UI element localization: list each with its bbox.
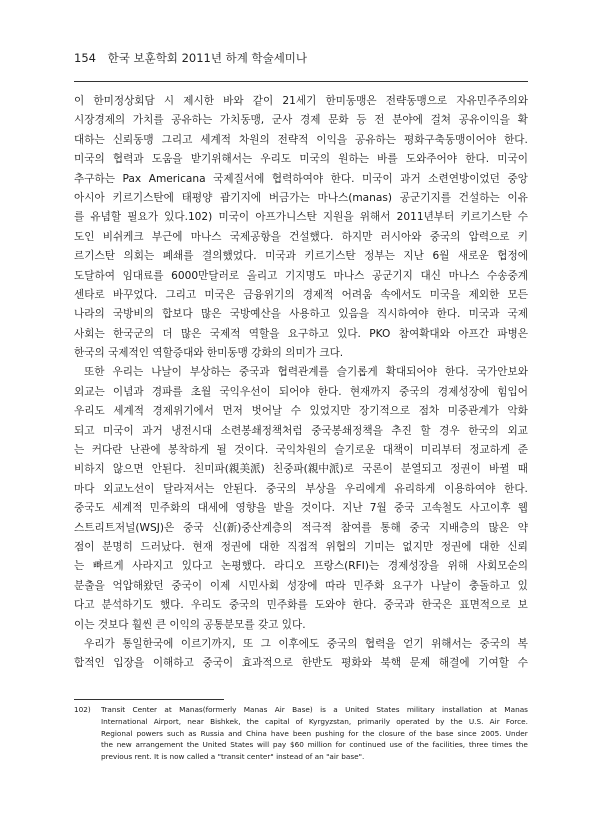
body-line: 스트리트저널(WSJ)은 중국 신(新)중산계층의 적극적 참여를 통해 중국 지배층의 많은 약 (74, 521, 528, 534)
footnote-line-text: Transit Center at Manas(formerly Manas Air Base) is a United States military installation at Manas (101, 705, 528, 714)
body-line: 되고 미국이 과거 냉전시대 소련봉쇄정책처럼 중국봉쇄정책을 추진 할 경우 한국의 외교 (74, 424, 528, 437)
body-line: 를 유념할 필요가 있다.102) 미국이 아프가니스탄 지원을 위해서 2011년부터 키르기스탄 수 (74, 211, 528, 224)
body-line: 는 빠르게 사라지고 있다고 논평했다. 라디오 프랑스(RFI)는 경제성장을 위해 사회모순의 (74, 560, 528, 573)
body-line: 합적인 입장을 이해하고 중국이 효과적으로 한반도 평화와 북핵 문제 해결에 기여할 수 (74, 657, 528, 670)
page-number: 154 (74, 51, 96, 65)
body-line: 외교는 이념과 경파를 초월 국익우선이 되어야 한다. 현재까지 중국의 경제성장에 힘입어 (74, 385, 528, 398)
body-line: 사회는 한국군의 더 많은 국제적 역할을 요구하고 있다. PKO 참여확대와 아프간 파병은 (74, 327, 528, 340)
body-line: 아시아 키르기스탄에 태평양 괌기지에 버금가는 마나스(manas) 공군기지를 건설하는 이유 (74, 191, 528, 204)
body-line: 분출을 억압해왔던 중국이 이제 시민사회 성장에 따라 민주화 요구가 나날이 충돌하고 있 (74, 579, 528, 592)
body-line: 우리가 통일한국에 이르기까지, 또 그 이후에도 중국의 협력을 얻기 위해서는 중국의 복 (84, 637, 528, 650)
body-line: 이는 것보다 훨씬 큰 이익의 공통분모를 갖고 있다. (74, 618, 306, 631)
body-line: 도달하여 임대료를 6000만달러로 올리고 기지명도 마나스 공군기지 대신 마나스 수송중계 (74, 269, 528, 282)
body-line: 다고 분석하기도 했다. 우리도 중국의 민주화를 도와야 한다. 중국과 한국은 표면적으로 보 (74, 599, 528, 612)
body-line: 르기스탄 의회는 폐쇄를 결의했었다. 미국과 키르기스탄 정부는 지난 6월 새로운 협정에 (74, 250, 528, 263)
body-line: 대하는 신뢰동맹 그리고 세계적 차원의 전략적 이익을 공유하는 평화구축동맹이어야 한다. (74, 133, 528, 146)
body-line: 이 한미정상회담 시 제시한 바와 같이 21세기 한미동맹은 전략동맹으로 자유민주주의와 (74, 95, 528, 107)
body-line: 또한 우리는 나날이 부상하는 중국과 협력관계를 슬기롭게 확대되어야 한다. 국가안보와 (84, 366, 528, 379)
footnote-number: 102) (74, 705, 91, 714)
body-line: 추구하는 Pax Americana 국제질서에 협력하여야 한다. 미국이 과거 소련연방이었던 중앙 (74, 172, 528, 185)
body-line: 우리도 세계적 경제위기에서 먼저 벗어날 수 있었지만 장기적으로 점차 미중관계가 악화 (74, 405, 528, 418)
footnote-line (74, 704, 528, 716)
footnote (74, 704, 528, 763)
body-line: 점이 분명히 드러났다. 현재 정권에 대한 직접적 위협의 기미는 없지만 정권에 대한 신뢰 (74, 540, 528, 553)
body-line: 중국도 세계적 민주화의 대세에 영향을 받을 것이다. 지난 7월 중국 고속철도 사고이후 웹 (74, 502, 528, 515)
running-header (74, 50, 307, 66)
body-line: 센타로 바꾸었다. 그리고 미국은 금융위기의 경제적 어려움 속에서도 미국을 제외한 모든 (74, 288, 528, 301)
body-line: 한국의 국제적인 역할증대와 한미동맹 강화의 의미가 크다. (74, 347, 344, 360)
footnote-divider (74, 699, 224, 700)
body-line: 는 커다란 난관에 봉착하게 될 것이다. 국익차원의 슬기로운 대책이 미리부터 정교하게 준 (74, 444, 528, 457)
footnote-line: previous rent. It is now called a "transit center" instead of an "air base". (101, 752, 365, 762)
body-line: 시장경제의 가치를 공유하는 가치동맹, 군사 경제 문화 등 전 분야에 걸쳐 공유이익을 확 (74, 114, 528, 127)
body-line: 미국의 협력과 도움을 받기위해서는 우리도 미국의 원하는 바를 도와주어야 한다. 미국이 (74, 153, 528, 166)
footnote-line: International Airport, near Bishkek, the capital of Kyrgyzstan, primarily operated by the U.S. Air Force. (101, 716, 528, 726)
footnote-line: Regional powers such as Russia and China have been pushing for the closure of the base since 2005. Under (101, 728, 528, 738)
body-line: 마다 외교노선이 달라져서는 안된다. 중국의 부상을 우리에게 유리하게 이용하여야 한다. (74, 482, 528, 495)
body-line: 도인 비쉬케크 부근에 마나스 국제공항을 건설했다. 하지만 러시아와 중국의 압력으로 키 (74, 230, 528, 243)
body-text (74, 92, 528, 674)
body-line: 비하지 않으면 안된다. 친미파(親美派) 친중파(親中派)로 국론이 분열되고 정권이 바뀔 때 (74, 463, 528, 476)
header-rule (74, 81, 528, 82)
running-title: 한국 보훈학회 2011년 하계 학술세미나 (107, 51, 308, 65)
body-line: 나라의 국방비의 합보다 많은 국방예산을 사용하고 있음을 직시하여야 한다. 미국과 국제 (74, 308, 528, 321)
footnote-line: the new arrangement the United States will pay $60 million for continued use of the facilities, three times the (101, 740, 528, 750)
